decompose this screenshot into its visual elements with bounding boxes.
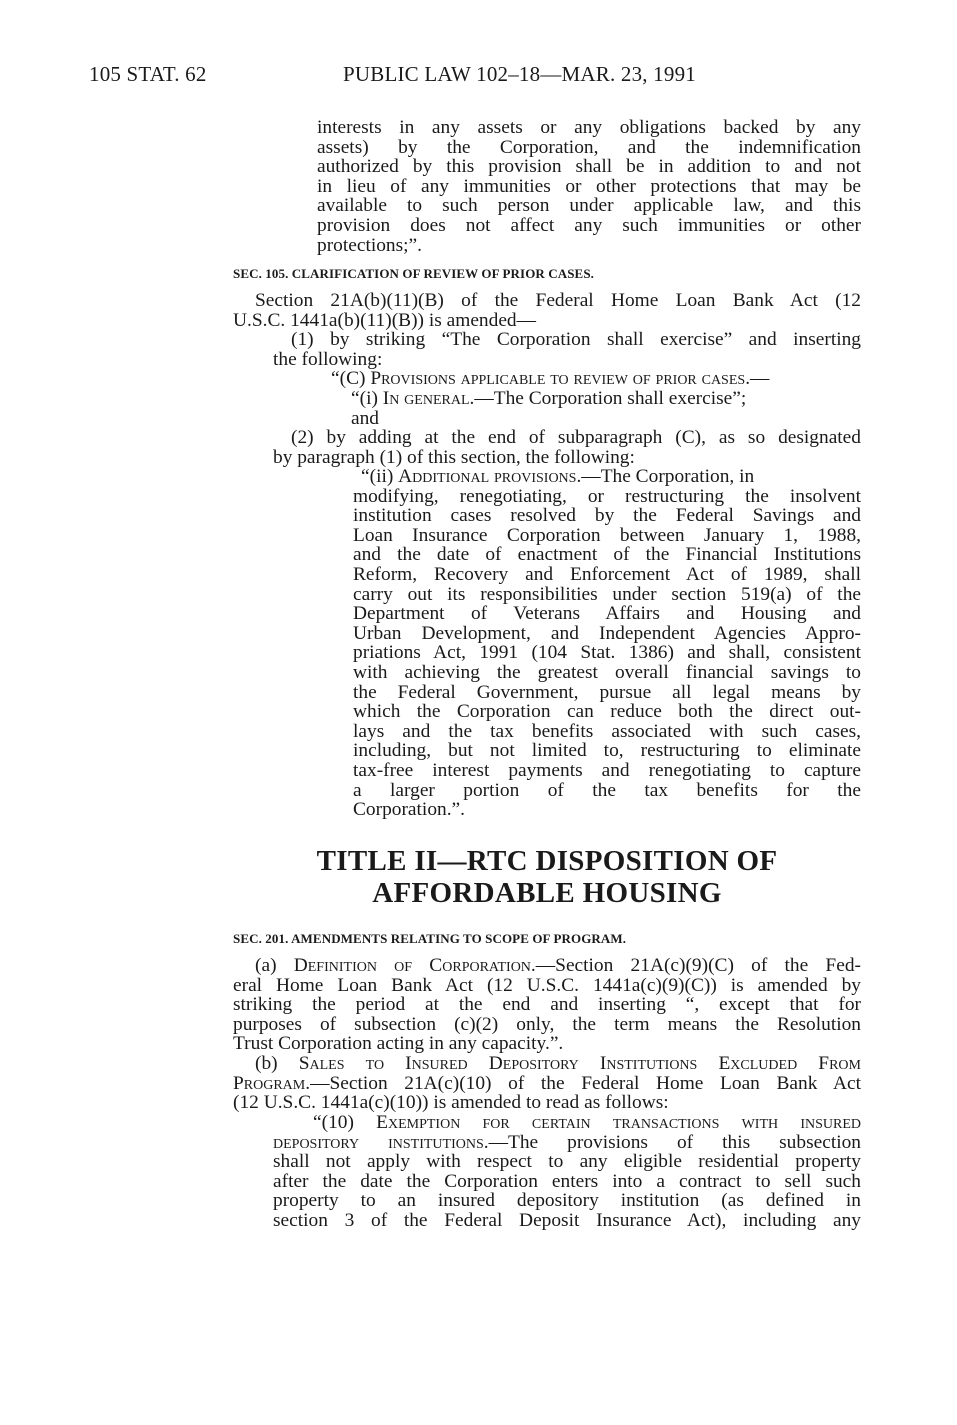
section-105-body (233, 291, 861, 467)
text-line: section 3 of the Federal Deposit Insurance Act), including any (273, 1209, 861, 1231)
text-line: Program.—Section 21A(c)(10) of the Federal Home Loan Bank Act (233, 1072, 861, 1094)
text-line: eral Home Loan Bank Act (12 U.S.C. 1441a(c)(9)(C)) is amended by (233, 974, 861, 996)
text-line: carry out its responsibilities under section 519(a) of the (353, 583, 861, 605)
text-line: the following: (273, 348, 383, 370)
text-line: lays and the tax benefits associated with such cases, (353, 720, 861, 742)
text-line: provision does not affect any such immunities or other (317, 214, 861, 236)
text-line: Section 21A(b)(11)(B) of the Federal Home Loan Bank Act (12 (255, 290, 861, 311)
subsection-b: (b) Sales to Insured Depository Institutions Excluded From (255, 1052, 861, 1074)
title-line: AFFORDABLE HOUSING (372, 877, 722, 909)
text-line: available to such person under applicable law, and this (317, 195, 861, 217)
text-line: Reform, Recovery and Enforcement Act of 1989, shall (353, 563, 861, 585)
text-line: striking the period at the end and inserting “, except that for (233, 994, 861, 1016)
page-header-left: 105 STAT. 62 (89, 62, 207, 86)
text-line: Department of Veterans Affairs and Housing and (353, 603, 861, 625)
text-line: after the date the Corporation enters into a contract to sell such (273, 1170, 861, 1192)
text-line: and (351, 407, 379, 429)
section-105-heading: SEC. 105. CLARIFICATION OF REVIEW OF PRIOR CASES. (233, 266, 595, 281)
text-line: institution cases resolved by the Federal Savings and (353, 505, 861, 527)
text-line: which the Corporation can reduce both the direct out- (353, 701, 861, 723)
text-line: purposes of subsection (c)(2) only, the term means the Resolution (233, 1013, 861, 1035)
text-line: shall not apply with respect to any eligible residential property (273, 1151, 861, 1173)
text-line: priations Act, 1991 (104 Stat. 1386) and shall, consistent (353, 642, 861, 664)
text-line: authorized by this provision shall be in addition to and not (317, 156, 861, 178)
text-line: (2) by adding at the end of subparagraph (C), as so designated (291, 427, 861, 449)
text-line: assets) by the Corporation, and the indemnification (317, 136, 861, 158)
text-line: interests in any assets or any obligations backed by any (317, 117, 861, 138)
section-201-heading: SEC. 201. AMENDMENTS RELATING TO SCOPE OF PROGRAM. (233, 931, 627, 946)
text-line: in lieu of any immunities or other protections that may be (317, 175, 861, 197)
text-line: the Federal Government, pursue all legal means by (353, 681, 861, 703)
title-line: TITLE II—RTC DISPOSITION OF (316, 845, 778, 877)
text-line: tax-free interest payments and renegotiating to capture (353, 759, 861, 781)
clause-ii (353, 467, 861, 820)
page-header-center: PUBLIC LAW 102–18—MAR. 23, 1991 (343, 62, 696, 86)
continuation-paragraph (317, 118, 861, 255)
text-line: modifying, renegotiating, or restructuring the insolvent (353, 485, 861, 507)
subsection-a: (a) Definition of Corporation.—Section 21A(c)(9)(C) of the Fed- (255, 955, 861, 976)
subparagraph-c-heading: “(C) Provisions applicable to review of prior cases.— (331, 368, 770, 390)
clause-ii-heading: “(ii) Additional provisions.—The Corporation, in (361, 466, 755, 487)
title-ii-heading (233, 845, 861, 909)
text-line: depository institutions.—The provisions of this subsection (273, 1131, 861, 1153)
text-line: Loan Insurance Corporation between January 1, 1988, (353, 524, 861, 546)
paragraph-10-heading: “(10) Exemption for certain transactions with insured (313, 1112, 862, 1133)
text-line: U.S.C. 1441a(b)(11)(B)) is amended— (233, 309, 537, 331)
text-line: property to an insured depository institution (as defined in (273, 1190, 861, 1212)
text-line: a larger portion of the tax benefits for the (353, 779, 861, 801)
section-201-body (233, 956, 861, 1113)
text-line: Urban Development, and Independent Agencies Appro- (353, 622, 861, 644)
text-line: and the date of enactment of the Financial Institutions (353, 544, 861, 566)
text-line: by paragraph (1) of this section, the following: (273, 446, 635, 468)
text-line: (12 U.S.C. 1441a(c)(10)) is amended to read as follows: (233, 1092, 669, 1114)
text-line: Corporation.”. (353, 799, 466, 821)
text-line: protections;”. (317, 234, 423, 256)
text-line: (1) by striking “The Corporation shall exercise” and inserting (291, 329, 861, 351)
text-line: Trust Corporation acting in any capacity.”. (233, 1033, 564, 1055)
clause-i: “(i) In general.—The Corporation shall exercise”; (351, 387, 747, 409)
text-line: including, but not limited to, restructuring to eliminate (353, 740, 861, 762)
text-line: with achieving the greatest overall financial savings to (353, 661, 861, 683)
paragraph-10 (273, 1113, 861, 1231)
